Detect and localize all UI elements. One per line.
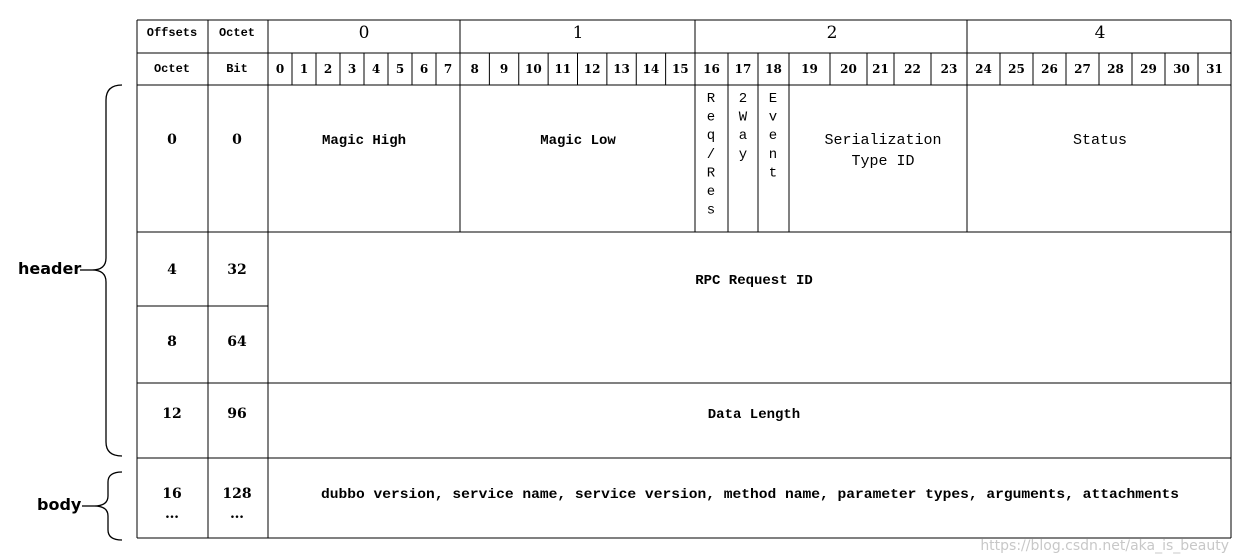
bit-number: 29 (1140, 62, 1157, 76)
two-way-flag-field (739, 91, 748, 163)
bit-number: 17 (734, 62, 752, 76)
bit-number: 30 (1173, 62, 1190, 76)
octet-value: 12 (162, 406, 182, 422)
header-brace (92, 85, 122, 456)
bit-number: 18 (765, 62, 782, 76)
flag-letter: y (738, 146, 748, 163)
bit-value: 32 (227, 262, 247, 278)
bit-value: 64 (227, 334, 247, 350)
byte-4-header: 4 (1094, 23, 1106, 43)
header-label: header (18, 259, 82, 278)
octet-subheader: Octet (153, 62, 191, 76)
bit-value: 96 (227, 406, 247, 422)
octet-value: 8 (167, 334, 177, 350)
octet-value: 0 (167, 132, 177, 148)
bit-number: 12 (583, 62, 601, 76)
status-field: Status (1072, 132, 1128, 149)
flag-letter: / (706, 146, 716, 163)
body-brace (94, 472, 122, 540)
bit-number: 14 (642, 62, 660, 76)
flag-letter: W (738, 109, 748, 126)
bit-number: 1 (299, 62, 309, 76)
rpc-request-id-field: RPC Request ID (695, 273, 813, 289)
event-flag-field (769, 91, 777, 181)
bit-number: 9 (499, 62, 509, 76)
bit-number: 8 (470, 62, 479, 76)
flag-letter: 2 (738, 91, 748, 107)
offset-row-0 (167, 132, 242, 148)
bit-number-labels (276, 62, 1223, 76)
bit-number: 25 (1008, 62, 1025, 76)
flag-letter: E (768, 91, 778, 107)
bit-value: 0 (232, 132, 242, 148)
byte-0-header: 0 (358, 23, 370, 43)
bit-number: 19 (801, 62, 818, 76)
ellipsis: … (230, 506, 244, 522)
bit-number: 23 (940, 62, 958, 76)
bit-number: 22 (904, 62, 921, 76)
flag-letter: e (706, 184, 716, 200)
bit-number: 11 (554, 62, 572, 76)
offset-row-4 (167, 262, 247, 278)
bit-number: 13 (613, 62, 630, 76)
bit-number: 10 (525, 62, 542, 76)
bit-value: 128 (222, 486, 252, 502)
bit-number: 31 (1206, 62, 1223, 76)
flag-letter: a (738, 128, 748, 145)
octet-header: Octet (218, 26, 256, 40)
bit-number: 24 (975, 62, 992, 76)
body-label: body (37, 495, 82, 514)
bit-number: 20 (840, 62, 857, 76)
offsets-header: Offsets (146, 26, 198, 40)
req-res-flag-field (707, 91, 716, 219)
octet-value: 16 (162, 486, 182, 502)
ellipsis: … (165, 506, 179, 522)
flag-letter: R (706, 91, 716, 107)
bit-number: 5 (395, 62, 405, 76)
flag-letter: e (706, 109, 716, 126)
bit-number: 7 (443, 62, 453, 76)
bit-number: 27 (1074, 62, 1091, 76)
flag-letter: e (768, 128, 778, 145)
flag-letter: s (706, 202, 716, 219)
flag-letter: R (706, 165, 716, 182)
watermark: https://blog.csdn.net/aka_is_beauty (980, 538, 1229, 554)
magic-low-field: Magic Low (540, 133, 616, 149)
flag-letter: v (768, 109, 778, 126)
magic-high-field: Magic High (321, 133, 407, 149)
flag-letter: t (768, 165, 778, 182)
serialization-type-id-line-1: Serialization (824, 132, 942, 149)
byte-1-header: 1 (572, 23, 584, 43)
bit-number: 26 (1041, 62, 1058, 76)
table-grid (137, 20, 1231, 538)
bit-number: 15 (671, 62, 689, 76)
bit-number: 2 (323, 62, 333, 76)
bit-number: 4 (371, 62, 381, 76)
body-content-field: dubbo version, service name, service version, method name, parameter types, arguments, attachments (321, 487, 1179, 503)
bit-number: 6 (419, 62, 429, 76)
bit-number: 28 (1107, 62, 1124, 76)
offset-row-16 (162, 486, 251, 522)
byte-2-header: 2 (826, 23, 838, 43)
bit-number: 3 (347, 62, 357, 76)
data-length-field: Data Length (707, 407, 801, 423)
bit-number: 16 (703, 62, 720, 76)
bit-number: 0 (275, 62, 285, 76)
bit-number: 21 (872, 62, 889, 76)
bit-subheader: Bit (226, 62, 248, 76)
offset-row-12 (162, 406, 246, 422)
octet-value: 4 (167, 262, 177, 278)
flag-letter: q (706, 128, 716, 145)
flag-letter: n (768, 146, 778, 163)
serialization-type-id-line-2: Type ID (851, 153, 915, 170)
offset-row-8 (167, 334, 247, 350)
